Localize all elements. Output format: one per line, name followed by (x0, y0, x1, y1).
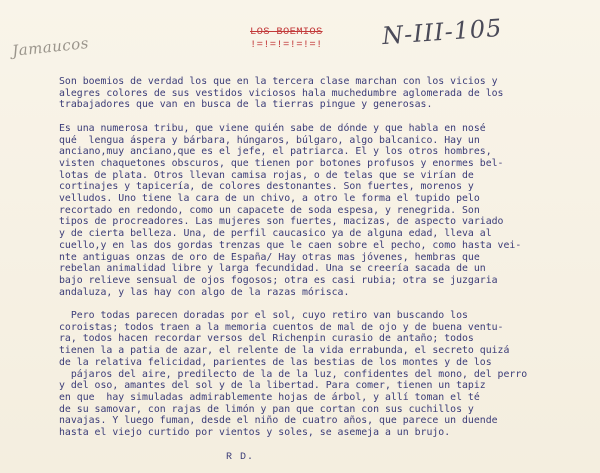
document-title (250, 26, 323, 51)
signature: R D. (226, 452, 255, 463)
paragraph: Es una numerosa tribu, que viene quién sabe de dónde y que habla en nosé qué lengua áspera y bárbara, húngaros, búlgaro, algo balcanico. Hay un anciano,muy anciano,que es el jefe, el patriarca. El y los otros hombres, visten chaquetones obscuros, que tienen por botones profusos y enormes bel- lotas de plata. Otros llevan camisa rojas, o de telas que se virían de cortinajes y tapicería, de colores destonantes. Son fuertes, morenos y velludos. Uno tiene la cara de un chivo, a otro le forma el tupido pelo recortado en redondo, como un capacete de soda espesa, y renegrida. Son tipos de procreadores. Las mujeres son fuertes, macizas, de aspecto variado y de cierta belleza. Una, de perfil caucasico ya de alguna edad, lleva al cuello,y en las dos gordas trenzas que le caen sobre el pecho, como hasta vei- nte antiguas onzas de oro de España/ Hay otras mas jóvenes, hembras que rebelan animalidad libre y larga fecundidad. Una se creería sacada de un bajo relieve sensual de ojos fogosos; otra es casi rubia; otra se juzgaria andaluza, y las hay con algo de la razas mórisca. (59, 122, 522, 298)
body-text (59, 76, 589, 450)
paragraph: Son boemios de verdad los que en la tercera clase marchan con los vicios y alegres colores de sus vestidos viciosos hala muchedumbre aglomerada de los trabajadores que van en busca de la tierras pingue y generosas. (59, 76, 504, 111)
reference-number: N-III-105 (381, 13, 504, 51)
title-text: LOS BOEMIOS (250, 26, 323, 38)
margin-note: Jamaucos (11, 34, 90, 60)
title-rule: !=!=!=!=!=! (250, 39, 323, 51)
paragraph: Pero todas parecen doradas por el sol, cuyo retiro van buscando los coroistas; todos traen a la memoria cuentos de mal de ojo y de buena ventu- ra, todos hacen recordar versos del Richenpin curasio de antaño; todos tienen la a patia de azar, el relente de la vida errabunda, el secreto quizá de la relativa felicidad, parientes de las bestias de los montes y de los pájaros del aire, predilecto de la de la luz, confidentes del mono, del perro y del oso, amantes del sol y de la libertad. Para comer, tienen un tapiz en que hay simuladas admirablemente hojas de árbol, y allí toman el té de su samovar, con rajas de limón y pan que cortan con sus cuchillos y navajas. Y luego fuman, desde el niño de cuatro años, que parece un duende hasta el viejo curtido por vientos y soles, se asemeja a un brujo. (59, 310, 528, 439)
